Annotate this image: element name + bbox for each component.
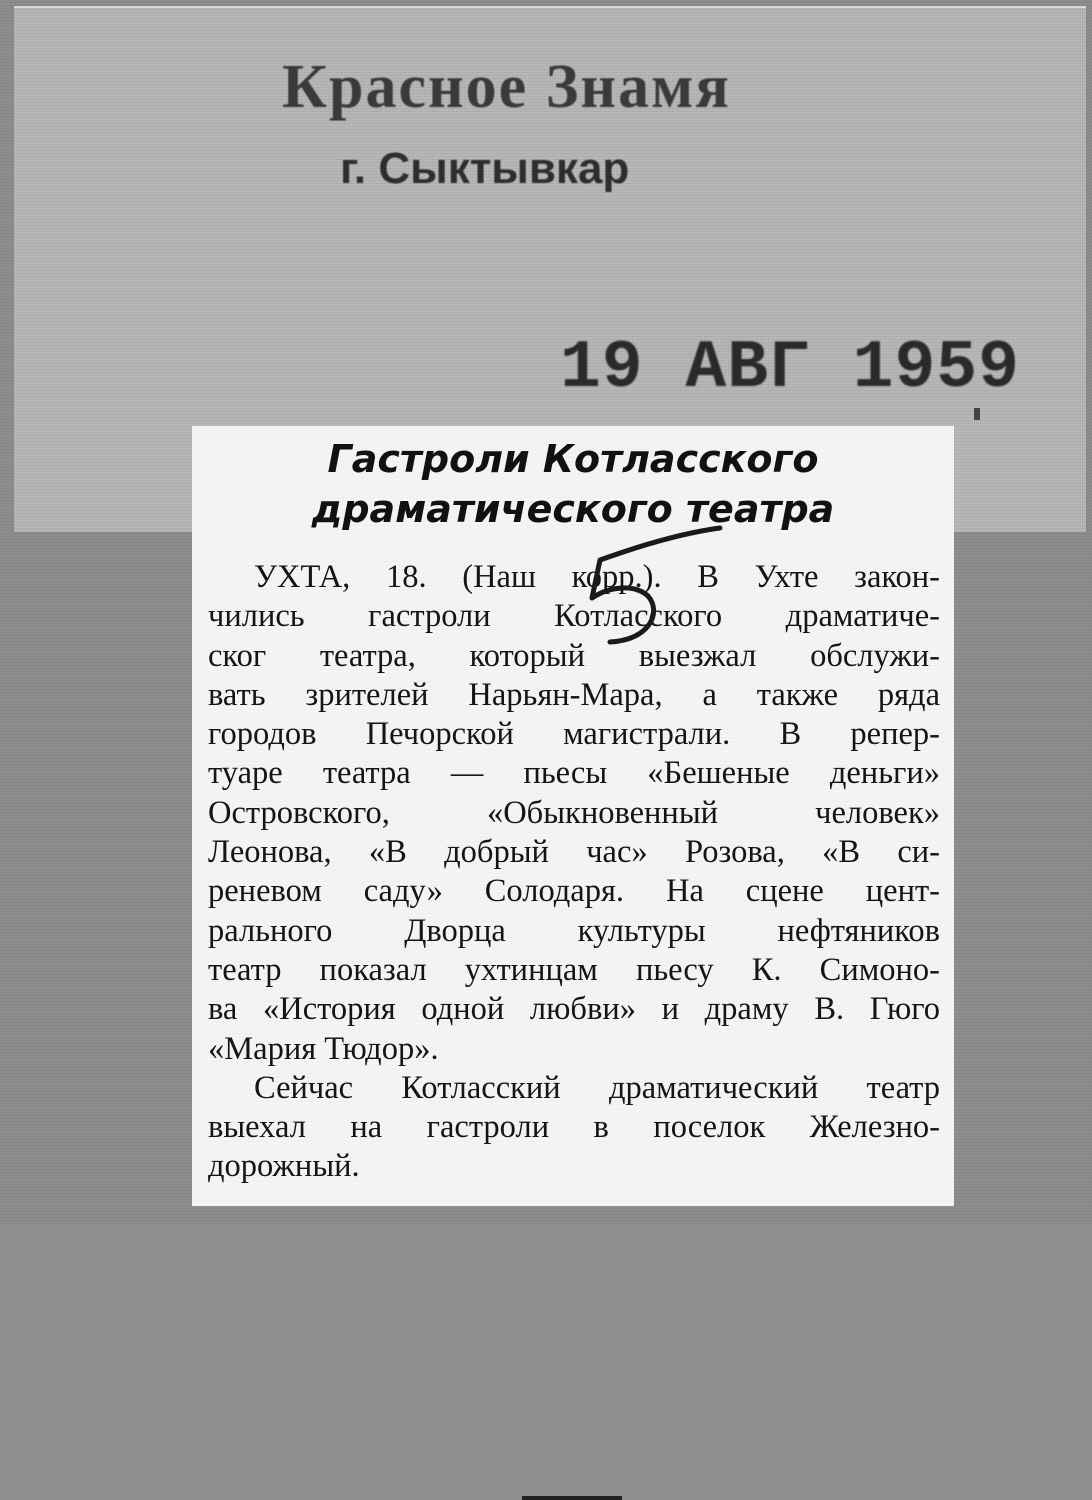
article-line: Островского, «Обыкновенный человек» xyxy=(208,794,940,831)
article-line: ског театра, который выезжал обслужи- xyxy=(208,637,940,674)
headline-line-2: драматического театра xyxy=(311,487,835,531)
article-line: ва «История одной любви» и драму В. Гюго xyxy=(208,991,940,1028)
headline-line-1: Гастроли Котласского xyxy=(327,437,819,481)
article-line: рального Дворца культуры нефтяников xyxy=(208,912,940,949)
article-line: выехал на гастроли в поселок Железно- xyxy=(208,1109,940,1146)
ink-speck xyxy=(974,408,980,420)
article-line: туаре театра — пьесы «Бешеные деньги» xyxy=(208,755,940,792)
article-line: реневом саду» Солодаря. На сцене цент- xyxy=(208,873,940,910)
article-line: дорожный. xyxy=(208,1148,360,1185)
article-line: вать зрителей Нарьян-Мара, а также ряда xyxy=(208,676,940,713)
article-line: городов Печорской магистрали. В репер- xyxy=(208,716,940,753)
stamp-city: г. Сыктывкар xyxy=(340,144,630,193)
article-end-rule xyxy=(522,1496,622,1500)
article-line: УХТА, 18. (Наш корр.). В Ухте закон- xyxy=(254,559,940,595)
article-line: Сейчас Котласский драматический театр xyxy=(254,1069,940,1106)
article-line: «Мария Тюдор». xyxy=(208,1030,439,1067)
article-headline xyxy=(192,434,954,534)
stamp-newspaper-name: Красное Знамя xyxy=(282,53,731,121)
article-line: театр показал ухтинцам пьесу К. Симоно- xyxy=(208,951,940,988)
handwritten-number-mark xyxy=(540,520,740,660)
article-line: чились гастроли Котласского драматиче- xyxy=(208,598,940,635)
stamp-date: 19 АВГ 1959 xyxy=(560,330,1020,407)
article-line: Леонова, «В добрый час» Розова, «В си- xyxy=(208,834,940,871)
